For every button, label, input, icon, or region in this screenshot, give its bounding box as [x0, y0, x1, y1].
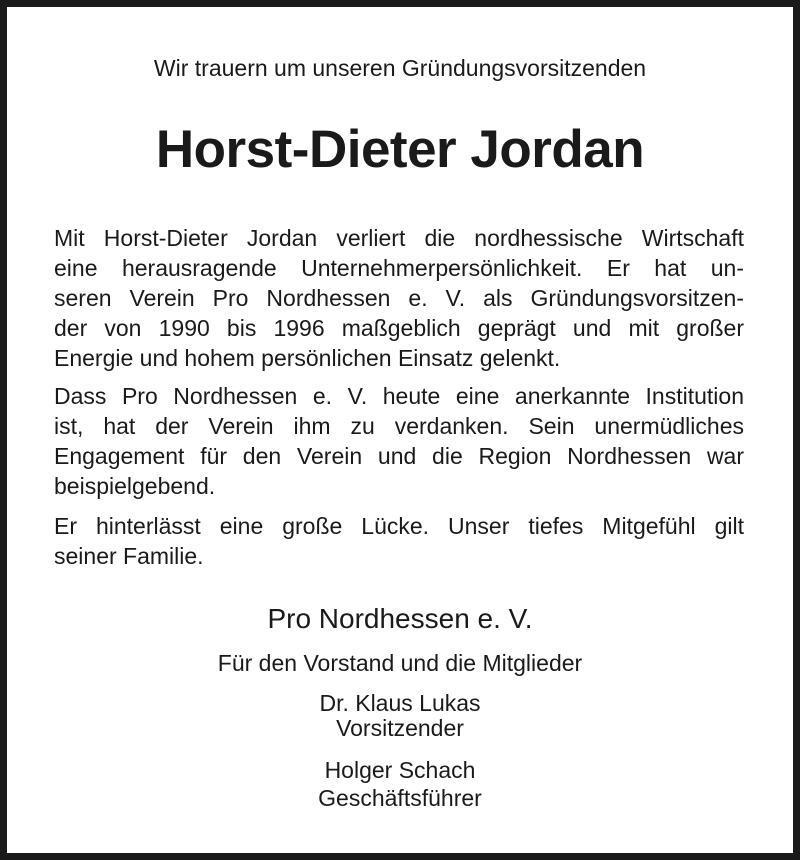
- paragraph-line: Engagement für den Verein und die Region Nordhessen war: [54, 443, 744, 469]
- paragraph-line: Dass Pro Nordhessen e. V. heute eine anerkannte Institution: [54, 383, 744, 409]
- organization-name: Pro Nordhessen e. V.: [267, 603, 533, 634]
- paragraph-3: [54, 511, 744, 571]
- board-line: Für den Vorstand und die Mitglieder: [217, 650, 583, 676]
- paragraph-line: eine herausragende Unternehmerpersönlichkeit. Er hat un-: [54, 255, 744, 281]
- paragraph-line: seiner Familie.: [54, 543, 204, 569]
- paragraph-line: seren Verein Pro Nordhessen e. V. als Gründungsvorsitzen-: [54, 285, 744, 311]
- signatory-name: Dr. Klaus Lukas: [319, 690, 481, 716]
- signatory-role: Vorsitzender: [336, 715, 464, 741]
- paragraph-line: Er hinterlässt eine große Lücke. Unser tiefes Mitgefühl gilt: [54, 513, 744, 539]
- paragraph-1: [54, 223, 744, 373]
- signatory-role: Geschäftsführer: [318, 785, 482, 811]
- paragraph-line: Energie und hohem persönlichen Einsatz gelenkt.: [54, 345, 561, 371]
- paragraph-line: ist, hat der Verein ihm zu verdanken. Sein unermüdliches: [54, 413, 744, 439]
- signatory-name: Holger Schach: [324, 757, 476, 783]
- intro-line: Wir trauern um unseren Gründungsvorsitzenden: [153, 55, 647, 81]
- paragraph-line: beispielgebend.: [54, 473, 216, 499]
- paragraph-line: der von 1990 bis 1996 maßgeblich geprägt und mit großer: [54, 315, 744, 341]
- paragraph-line: Mit Horst-Dieter Jordan verliert die nordhessische Wirtschaft: [54, 225, 744, 251]
- deceased-name: Horst-Dieter Jordan: [155, 120, 645, 179]
- paragraph-2: [54, 381, 744, 501]
